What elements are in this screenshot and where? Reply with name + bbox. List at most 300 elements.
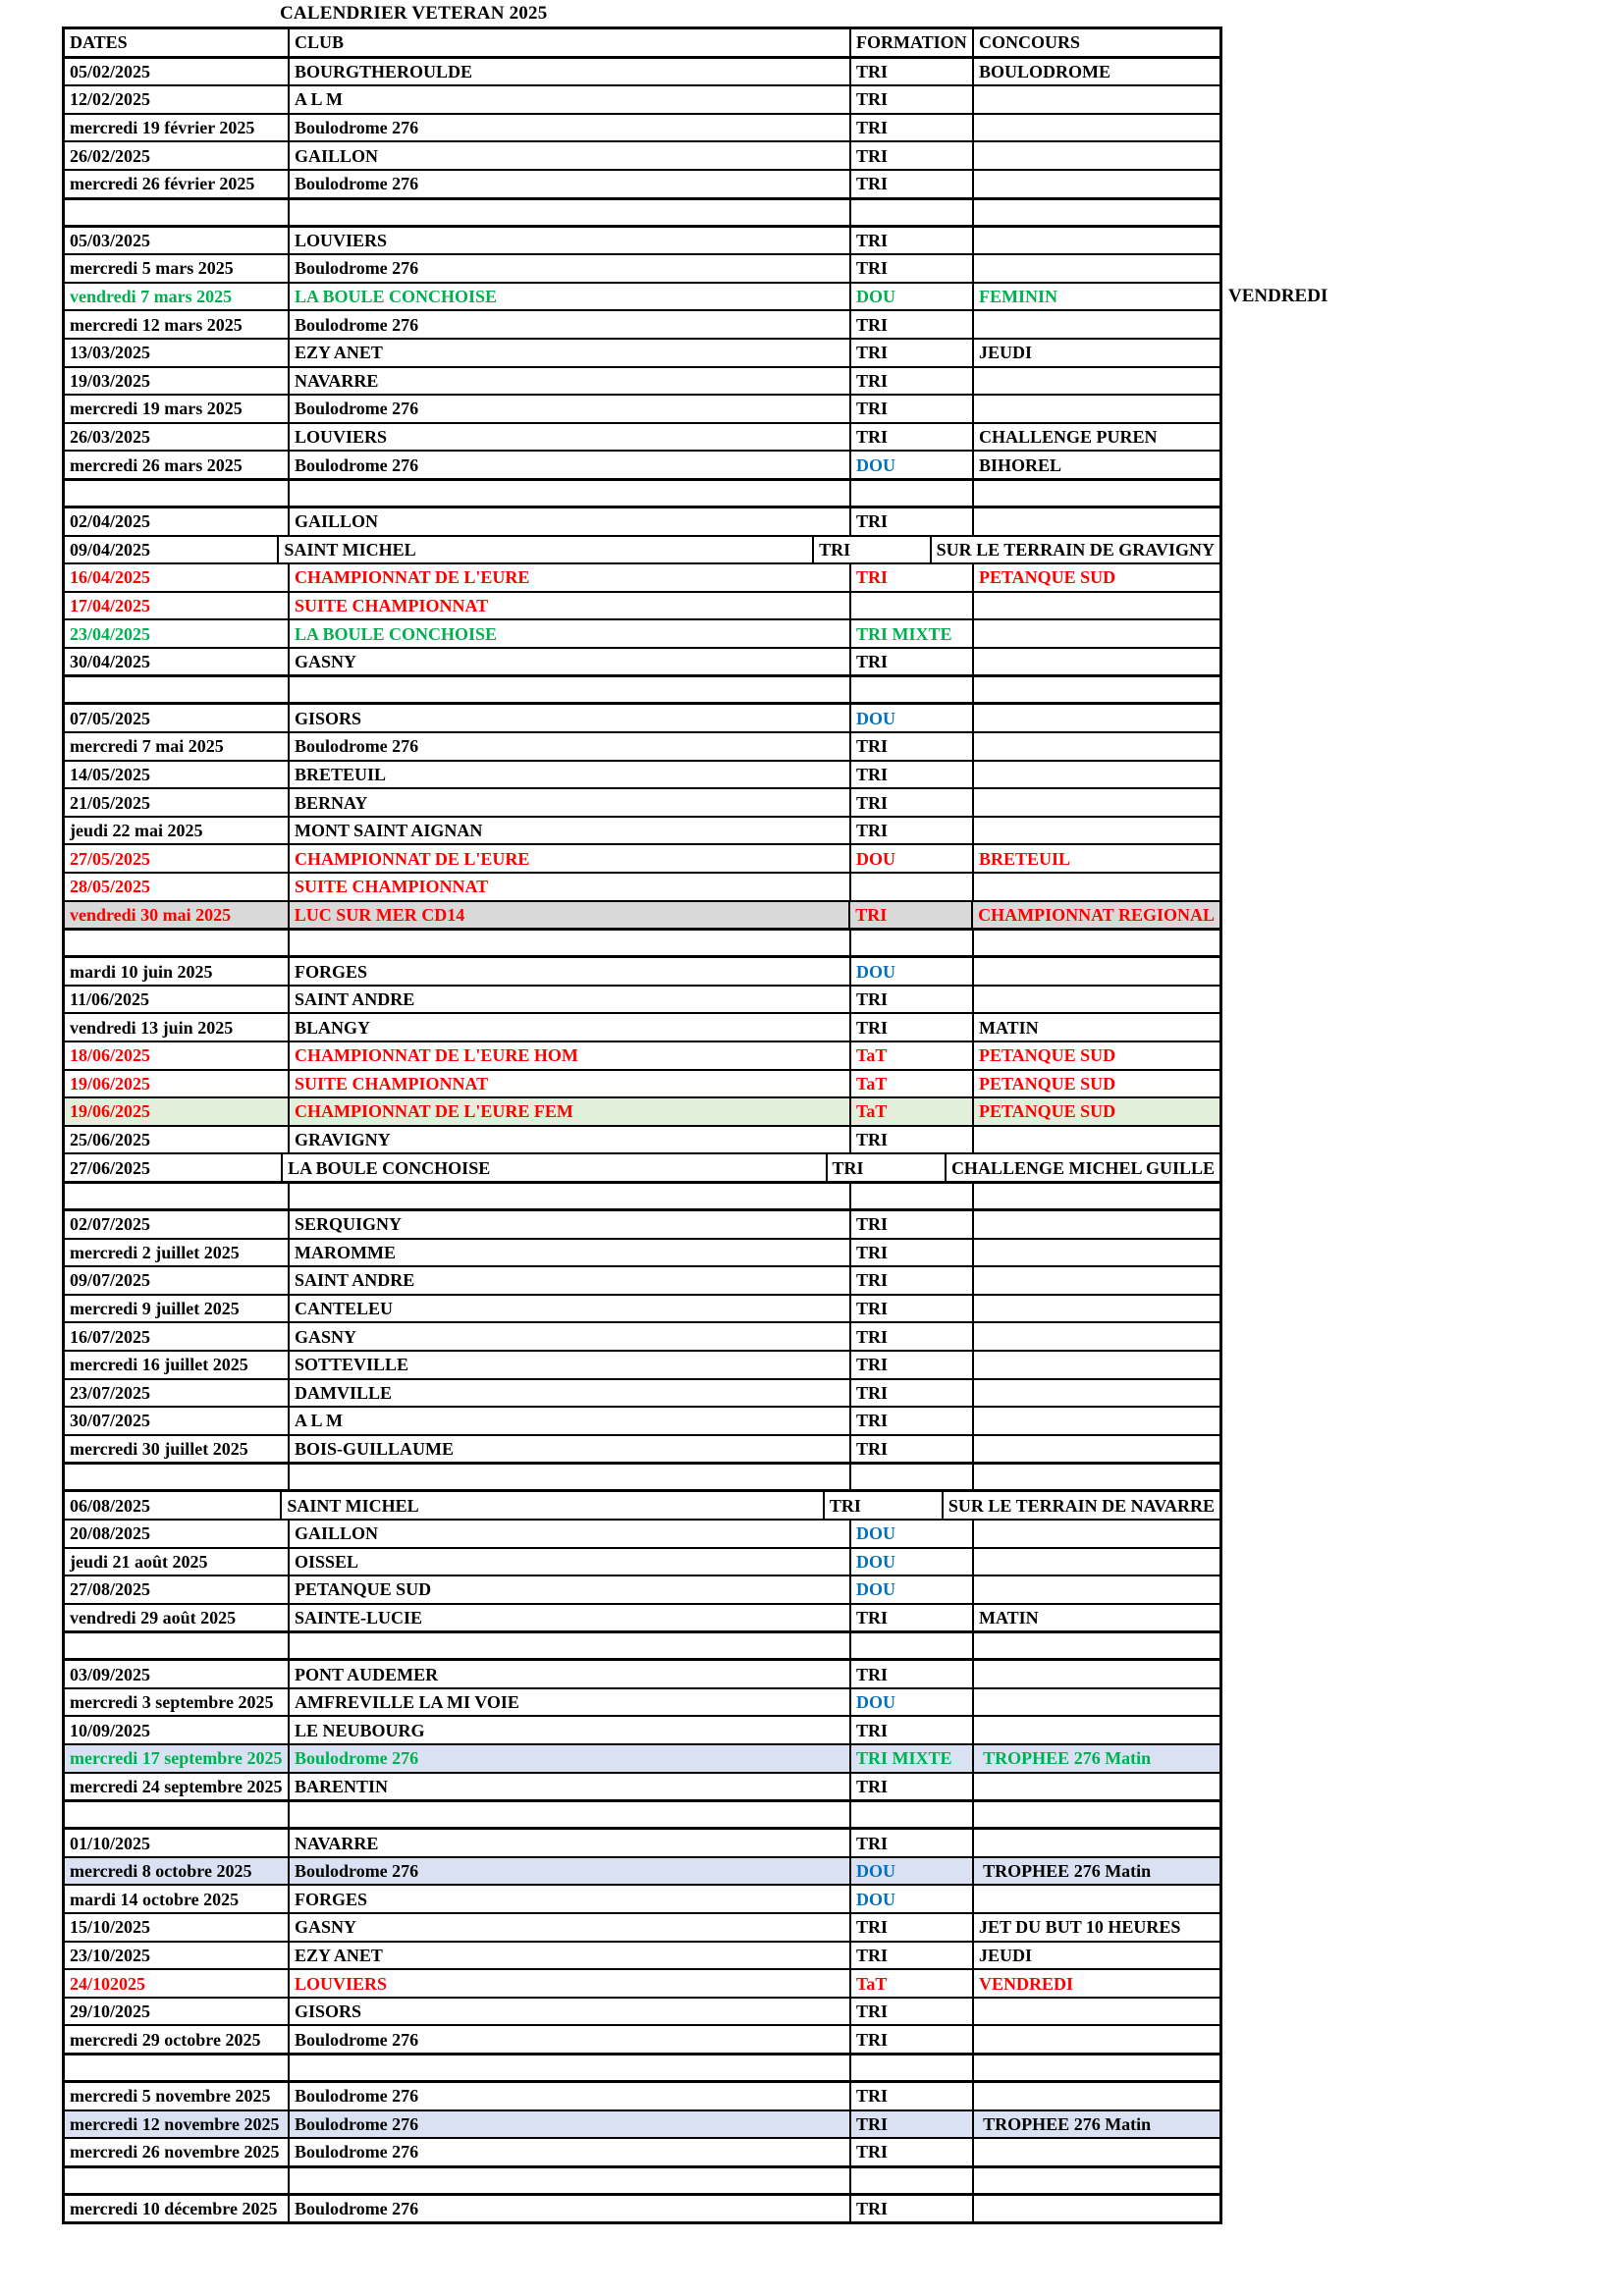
- formation-cell: TRI: [849, 2139, 972, 2165]
- date-cell: 10/09/2025: [70, 1720, 151, 1740]
- calendar-row: [65, 140, 1219, 169]
- club-cell: GISORS: [288, 1999, 849, 2025]
- date-cell: 17/04/2025: [70, 595, 151, 615]
- calendar-row: [65, 1265, 1219, 1294]
- page-title: CALENDRIER VETERAN 2025: [280, 3, 548, 24]
- concours-cell: [972, 396, 1219, 422]
- club-cell: PONT AUDEMER: [288, 1661, 849, 1687]
- formation-cell: TRI: [849, 564, 972, 591]
- calendar-row: [65, 900, 1219, 929]
- month-section-november: [65, 2083, 1219, 2165]
- club-cell: Boulodrome 276: [288, 2083, 849, 2109]
- calendar-row: [65, 1069, 1219, 1097]
- calendar-row: [65, 843, 1219, 872]
- empty-cell: [288, 677, 849, 702]
- club-cell: Boulodrome 276: [288, 396, 849, 422]
- date-cell: 11/06/2025: [70, 989, 150, 1010]
- concours-cell: SUR LE TERRAIN DE NAVARRE: [942, 1492, 1219, 1519]
- date-cell: mercredi 24 septembre 2025: [70, 1776, 283, 1796]
- date-cell: 03/09/2025: [70, 1664, 151, 1684]
- club-cell: Boulodrome 276: [288, 452, 849, 478]
- calendar-row: [65, 618, 1219, 647]
- empty-cell: [972, 1633, 1219, 1658]
- date-cell: vendredi 29 août 2025: [70, 1607, 237, 1628]
- empty-cell: [849, 1802, 972, 1827]
- calendar-row: [65, 113, 1219, 141]
- formation-cell: TRI: [849, 368, 972, 395]
- formation-cell: TRI: [812, 537, 929, 563]
- formation-cell: TRI: [849, 59, 972, 85]
- empty-cell: [849, 931, 972, 955]
- club-cell: Boulodrome 276: [288, 1745, 849, 1772]
- concours-cell: [972, 115, 1219, 141]
- calendar-row: [65, 1434, 1219, 1463]
- spacer-row: [65, 1630, 1219, 1661]
- club-cell: GAILLON: [288, 142, 849, 169]
- month-section-september: [65, 1661, 1219, 1799]
- formation-cell: TRI: [849, 1943, 972, 1969]
- formation-cell: TRI: [849, 311, 972, 338]
- empty-cell: [972, 2168, 1219, 2193]
- date-cell: mercredi 26 mars 2025: [70, 454, 243, 475]
- calendar-row: [65, 84, 1219, 113]
- formation-cell: TRI: [849, 733, 972, 760]
- calendar-row: [65, 253, 1219, 282]
- concours-cell: [972, 1323, 1219, 1350]
- calendar-row: [65, 1519, 1219, 1547]
- date-cell: 20/08/2025: [70, 1523, 151, 1544]
- date-cell: 02/04/2025: [70, 511, 151, 532]
- formation-cell: TRI: [849, 818, 972, 844]
- calendar-row: [65, 1406, 1219, 1434]
- formation-cell: TaT: [849, 1071, 972, 1097]
- calendar-row: [65, 394, 1219, 422]
- formation-cell: TRI: [849, 649, 972, 675]
- concours-cell: TROPHEE 276 Matin: [972, 1858, 1219, 1885]
- club-cell: GAILLON: [288, 1521, 849, 1547]
- club-cell: LE NEUBOURG: [288, 1717, 849, 1743]
- club-cell: SAINT ANDRE: [288, 987, 849, 1013]
- club-cell: FORGES: [288, 958, 849, 985]
- club-cell: GASNY: [288, 1914, 849, 1941]
- month-section-october: [65, 1830, 1219, 2053]
- empty-cell: [288, 1802, 849, 1827]
- calendar-row: [65, 309, 1219, 338]
- spacer-row: [65, 928, 1219, 958]
- empty-cell: [65, 1633, 288, 1658]
- empty-cell: [65, 2056, 288, 2080]
- spacer-row: [65, 1181, 1219, 1211]
- concours-cell: [972, 874, 1219, 900]
- calendar-row: [65, 1856, 1219, 1885]
- club-cell: LUC SUR MER CD14: [288, 902, 848, 929]
- formation-cell: TRI: [849, 115, 972, 141]
- club-cell: SAINTE-LUCIE: [288, 1605, 849, 1631]
- calendar-row: [65, 1378, 1219, 1407]
- month-section-august: [65, 1492, 1219, 1630]
- calendar-row: [65, 1968, 1219, 1997]
- concours-cell: [972, 1689, 1219, 1716]
- date-cell: 14/05/2025: [70, 764, 151, 784]
- date-cell: 01/10/2025: [70, 1833, 151, 1853]
- concours-cell: [972, 2196, 1219, 2222]
- club-cell: Boulodrome 276: [288, 2196, 849, 2222]
- formation-cell: TRI: [849, 86, 972, 113]
- month-section-july: [65, 1211, 1219, 1462]
- concours-cell: [972, 1296, 1219, 1322]
- formation-cell: TRI: [849, 1323, 972, 1350]
- calendar-row: [65, 535, 1219, 563]
- date-cell: 29/10/2025: [70, 2002, 151, 2022]
- formation-cell: TRI: [849, 1436, 972, 1463]
- club-cell: CHAMPIONNAT DE L'EURE: [288, 564, 849, 591]
- club-cell: GASNY: [288, 649, 849, 675]
- formation-cell: DOU: [849, 452, 972, 478]
- concours-cell: [972, 171, 1219, 197]
- empty-cell: [288, 1465, 849, 1489]
- concours-cell: TROPHEE 276 Matin: [972, 1745, 1219, 1772]
- empty-cell: [849, 2168, 972, 2193]
- spacer-row: [65, 2053, 1219, 2083]
- concours-cell: [972, 1127, 1219, 1153]
- calendar-row: [65, 1997, 1219, 2025]
- concours-cell: MATIN: [972, 1605, 1219, 1631]
- club-cell: SAINT MICHEL: [280, 1492, 822, 1519]
- column-header-dates: DATES: [70, 32, 128, 53]
- club-cell: LA BOULE CONCHOISE: [288, 284, 849, 310]
- date-cell: 30/04/2025: [70, 652, 151, 672]
- calendar-row: [65, 1125, 1219, 1153]
- calendar-row: [65, 1912, 1219, 1941]
- club-cell: FORGES: [288, 1886, 849, 1912]
- calendar-row: [65, 1152, 1219, 1181]
- empty-cell: [849, 2056, 972, 2080]
- calendar-row: [65, 228, 1219, 254]
- empty-cell: [288, 1184, 849, 1208]
- date-cell: mercredi 26 février 2025: [70, 174, 255, 194]
- formation-cell: TaT: [849, 1042, 972, 1069]
- date-cell: 19/03/2025: [70, 370, 151, 391]
- empty-cell: [65, 677, 288, 702]
- spacer-row: [65, 674, 1219, 705]
- calendar-row: [65, 1715, 1219, 1743]
- formation-cell: DOU: [849, 958, 972, 985]
- calendar-row: [65, 1575, 1219, 1603]
- concours-cell: [972, 958, 1219, 985]
- calendar-row: [65, 1012, 1219, 1041]
- club-cell: AMFREVILLE LA MI VOIE: [288, 1689, 849, 1716]
- date-cell: mercredi 3 septembre 2025: [70, 1692, 274, 1713]
- empty-cell: [288, 2168, 849, 2193]
- concours-cell: [972, 1408, 1219, 1434]
- club-cell: CHAMPIONNAT DE L'EURE HOM: [288, 1042, 849, 1069]
- club-cell: BOURGTHEROULDE: [288, 59, 849, 85]
- club-cell: NAVARRE: [288, 1830, 849, 1856]
- concours-cell: MATIN: [972, 1014, 1219, 1041]
- concours-cell: JEUDI: [972, 340, 1219, 366]
- empty-cell: [972, 677, 1219, 702]
- empty-cell: [288, 931, 849, 955]
- club-cell: OISSEL: [288, 1549, 849, 1575]
- calendar-row: [65, 1492, 1219, 1519]
- date-cell: 26/02/2025: [70, 145, 151, 166]
- empty-cell: [849, 481, 972, 506]
- concours-cell: [972, 1999, 1219, 2025]
- club-cell: SOTTEVILLE: [288, 1352, 849, 1378]
- formation-cell: TRI: [849, 340, 972, 366]
- date-cell: 23/10/2025: [70, 1945, 151, 1965]
- date-cell: 30/07/2025: [70, 1411, 151, 1431]
- empty-cell: [65, 481, 288, 506]
- concours-cell: TROPHEE 276 Matin: [972, 2111, 1219, 2138]
- formation-cell: DOU: [849, 284, 972, 310]
- date-cell: 19/06/2025: [70, 1101, 151, 1122]
- calendar-row: [65, 1211, 1219, 1238]
- calendar-row: [65, 705, 1219, 731]
- formation-cell: TaT: [849, 1098, 972, 1125]
- empty-cell: [288, 200, 849, 225]
- club-cell: SUITE CHAMPIONNAT: [288, 593, 849, 619]
- calendar-row: [65, 985, 1219, 1013]
- empty-cell: [972, 931, 1219, 955]
- side-note: VENDREDI: [1228, 286, 1328, 307]
- concours-cell: [972, 987, 1219, 1013]
- empty-cell: [972, 1802, 1219, 1827]
- date-cell: 13/03/2025: [70, 343, 151, 363]
- concours-cell: PETANQUE SUD: [972, 1042, 1219, 1069]
- empty-cell: [65, 200, 288, 225]
- empty-cell: [972, 2056, 1219, 2080]
- club-cell: Boulodrome 276: [288, 2111, 849, 2138]
- club-cell: SUITE CHAMPIONNAT: [288, 1071, 849, 1097]
- club-cell: CHAMPIONNAT DE L'EURE FEM: [288, 1098, 849, 1125]
- formation-cell: TRI: [849, 255, 972, 282]
- concours-cell: [972, 733, 1219, 760]
- formation-cell: TRI: [849, 1830, 972, 1856]
- concours-cell: [972, 2139, 1219, 2165]
- formation-cell: TRI: [849, 1717, 972, 1743]
- club-cell: LOUVIERS: [288, 1970, 849, 1997]
- date-cell: 02/07/2025: [70, 1214, 151, 1235]
- formation-cell: DOU: [849, 705, 972, 731]
- club-cell: GASNY: [288, 1323, 849, 1350]
- club-cell: A L M: [288, 86, 849, 113]
- concours-cell: [972, 1211, 1219, 1238]
- date-cell: 23/07/2025: [70, 1382, 151, 1403]
- concours-cell: BRETEUIL: [972, 845, 1219, 872]
- club-cell: LA BOULE CONCHOISE: [288, 620, 849, 647]
- calendar-row: [65, 647, 1219, 675]
- formation-cell: DOU: [849, 1521, 972, 1547]
- date-cell: 16/04/2025: [70, 567, 151, 588]
- concours-cell: [972, 86, 1219, 113]
- club-cell: GISORS: [288, 705, 849, 731]
- concours-cell: CHALLENGE MICHEL GUILLE: [945, 1154, 1219, 1181]
- concours-cell: [972, 1576, 1219, 1603]
- calendar-row: [65, 1096, 1219, 1125]
- date-cell: 09/04/2025: [70, 539, 151, 560]
- concours-cell: [972, 508, 1219, 535]
- formation-cell: TRI: [849, 1999, 972, 2025]
- calendar-row: [65, 1941, 1219, 1969]
- calendar-row: [65, 1743, 1219, 1772]
- club-cell: DAMVILLE: [288, 1380, 849, 1407]
- concours-cell: CHALLENGE PUREN: [972, 424, 1219, 451]
- calendar-row: [65, 2109, 1219, 2138]
- formation-cell: TRI: [826, 1154, 945, 1181]
- calendar-row: [65, 591, 1219, 619]
- concours-cell: [972, 818, 1219, 844]
- calendar-row: [65, 59, 1219, 85]
- club-cell: CHAMPIONNAT DE L'EURE: [288, 845, 849, 872]
- date-cell: mardi 10 juin 2025: [70, 961, 213, 982]
- calendar-row: [65, 508, 1219, 535]
- club-cell: MAROMME: [288, 1240, 849, 1266]
- calendar-row: [65, 338, 1219, 366]
- club-cell: GRAVIGNY: [288, 1127, 849, 1153]
- spacer-row: [65, 2165, 1219, 2196]
- calendar-row: [65, 1321, 1219, 1350]
- concours-cell: [972, 255, 1219, 282]
- concours-cell: PETANQUE SUD: [972, 1098, 1219, 1125]
- spacer-row: [65, 1462, 1219, 1492]
- empty-cell: [972, 1184, 1219, 1208]
- concours-cell: [972, 705, 1219, 731]
- month-section-april: [65, 508, 1219, 675]
- formation-cell: TRI: [848, 902, 971, 929]
- date-cell: 27/08/2025: [70, 1579, 151, 1600]
- concours-cell: BIHOREL: [972, 452, 1219, 478]
- date-cell: mercredi 29 octobre 2025: [70, 2029, 261, 2050]
- formation-cell: TRI: [849, 1408, 972, 1434]
- club-cell: Boulodrome 276: [288, 1858, 849, 1885]
- formation-cell: TRI: [849, 1661, 972, 1687]
- concours-cell: [972, 1830, 1219, 1856]
- formation-cell: TRI: [849, 142, 972, 169]
- concours-cell: JEUDI: [972, 1943, 1219, 1969]
- month-section-may: [65, 705, 1219, 928]
- formation-cell: [849, 593, 972, 619]
- empty-cell: [65, 2168, 288, 2193]
- date-cell: 26/03/2025: [70, 427, 151, 448]
- formation-cell: DOU: [849, 1549, 972, 1575]
- club-cell: EZY ANET: [288, 1943, 849, 1969]
- calendar-row: [65, 422, 1219, 451]
- calendar-row: [65, 1884, 1219, 1912]
- calendar-row: [65, 1661, 1219, 1687]
- empty-cell: [849, 1184, 972, 1208]
- concours-cell: [972, 142, 1219, 169]
- club-cell: PETANQUE SUD: [288, 1576, 849, 1603]
- date-cell: 05/03/2025: [70, 230, 151, 250]
- formation-cell: TRI: [849, 1240, 972, 1266]
- formation-cell: TRI: [849, 171, 972, 197]
- club-cell: BARENTIN: [288, 1774, 849, 1800]
- formation-cell: DOU: [849, 1689, 972, 1716]
- empty-cell: [972, 1465, 1219, 1489]
- date-cell: 09/07/2025: [70, 1270, 151, 1291]
- concours-cell: [972, 1717, 1219, 1743]
- formation-cell: TRI: [849, 2026, 972, 2053]
- date-cell: 16/07/2025: [70, 1326, 151, 1347]
- empty-cell: [65, 1802, 288, 1827]
- club-cell: BRETEUIL: [288, 762, 849, 788]
- date-cell: mercredi 5 mars 2025: [70, 258, 234, 279]
- date-cell: vendredi 30 mai 2025: [70, 904, 232, 925]
- date-cell: 15/10/2025: [70, 1917, 151, 1938]
- calendar-row: [65, 760, 1219, 788]
- spacer-row: [65, 1799, 1219, 1830]
- empty-cell: [849, 677, 972, 702]
- formation-cell: TRI: [849, 1014, 972, 1041]
- column-header-club: CLUB: [288, 29, 849, 56]
- calendar-row: [65, 450, 1219, 478]
- concours-cell: [972, 1774, 1219, 1800]
- calendar-row: [65, 2196, 1219, 2222]
- calendar-row: [65, 1687, 1219, 1716]
- club-cell: SUITE CHAMPIONNAT: [288, 874, 849, 900]
- date-cell: 18/06/2025: [70, 1045, 151, 1066]
- date-cell: mercredi 19 février 2025: [70, 118, 255, 138]
- date-cell: 24/102025: [70, 1973, 146, 1994]
- club-cell: LA BOULE CONCHOISE: [281, 1154, 825, 1181]
- club-cell: Boulodrome 276: [288, 733, 849, 760]
- club-cell: Boulodrome 276: [288, 2139, 849, 2165]
- calendar-row: [65, 787, 1219, 816]
- date-cell: mercredi 12 mars 2025: [70, 314, 243, 335]
- calendar-table: [62, 27, 1328, 2224]
- formation-cell: TRI MIXTE: [849, 620, 972, 647]
- formation-cell: TRI: [849, 1211, 972, 1238]
- club-cell: NAVARRE: [288, 368, 849, 395]
- club-cell: A L M: [288, 1408, 849, 1434]
- date-cell: 23/04/2025: [70, 623, 151, 644]
- club-cell: SAINT MICHEL: [277, 537, 812, 563]
- concours-cell: [972, 228, 1219, 254]
- empty-cell: [288, 481, 849, 506]
- club-cell: Boulodrome 276: [288, 255, 849, 282]
- header-row: [65, 29, 1219, 59]
- calendar-row: [65, 1772, 1219, 1800]
- calendar-row: [65, 2137, 1219, 2165]
- club-cell: SERQUIGNY: [288, 1211, 849, 1238]
- empty-cell: [972, 481, 1219, 506]
- concours-cell: [972, 2083, 1219, 2109]
- formation-cell: TRI: [849, 2196, 972, 2222]
- formation-cell: TRI: [849, 1380, 972, 1407]
- calendar-row: [65, 1547, 1219, 1575]
- concours-cell: FEMININ: [972, 284, 1219, 310]
- date-cell: mardi 14 octobre 2025: [70, 1889, 240, 1909]
- calendar-row: [65, 562, 1219, 591]
- calendar-row: [65, 1041, 1219, 1069]
- formation-cell: TRI: [849, 228, 972, 254]
- concours-cell: SUR LE TERRAIN DE GRAVIGNY: [930, 537, 1219, 563]
- formation-cell: TRI: [849, 2083, 972, 2109]
- formation-cell: TRI: [849, 1127, 972, 1153]
- spacer-row: [65, 197, 1219, 228]
- concours-cell: PETANQUE SUD: [972, 564, 1219, 591]
- formation-cell: TRI: [849, 987, 972, 1013]
- formation-cell: TRI: [849, 1352, 972, 1378]
- column-header-concours: CONCOURS: [972, 29, 1219, 56]
- formation-cell: TRI: [849, 1296, 972, 1322]
- formation-cell: TRI: [849, 1914, 972, 1941]
- date-cell: jeudi 22 mai 2025: [70, 821, 203, 841]
- empty-cell: [288, 2056, 849, 2080]
- formation-cell: TRI: [849, 1774, 972, 1800]
- calendar-row: [65, 958, 1219, 985]
